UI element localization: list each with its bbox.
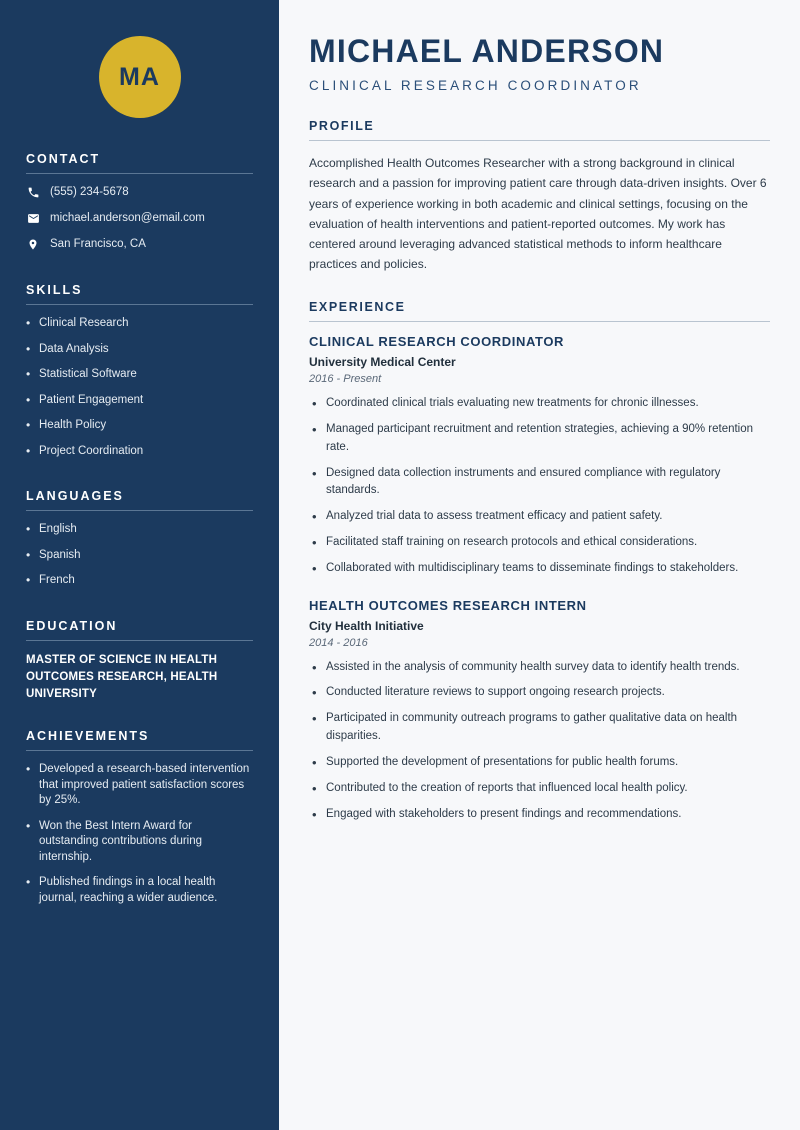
experience-section	[309, 300, 770, 823]
list-item: • Project Coordination	[26, 444, 253, 460]
job-subtitle: CLINICAL RESEARCH COORDINATOR	[309, 78, 642, 94]
languages-list	[26, 522, 253, 589]
main-content	[279, 0, 800, 1130]
location-icon	[26, 237, 40, 251]
experience-section-title: EXPERIENCE	[309, 300, 770, 322]
profile-section-title: PROFILE	[309, 119, 770, 141]
contact-email-value: michael.anderson@email.com	[50, 212, 205, 224]
job-bullets	[309, 659, 770, 824]
experience-entry	[309, 334, 770, 578]
achievements-section-title: ACHIEVEMENTS	[26, 729, 253, 751]
experience-entry	[309, 598, 770, 824]
job-company: University Medical Center	[309, 355, 456, 370]
spacer	[0, 599, 279, 619]
list-item: • Spanish	[26, 548, 253, 564]
skills-list	[26, 316, 253, 459]
list-item: • Supported the development of presentations for public health forums.	[309, 754, 770, 772]
list-item: • Analyzed trial data to assess treatment efficacy and patient safety.	[309, 508, 770, 526]
skills-section	[0, 283, 279, 459]
list-item: • Health Policy	[26, 418, 253, 434]
list-item: • Designed data collection instruments and ensured compliance with regulatory standards.	[309, 465, 770, 501]
avatar-container	[0, 0, 279, 152]
list-item: • Patient Engagement	[26, 393, 253, 409]
list-item: • Conducted literature reviews to support ongoing research projects.	[309, 684, 770, 702]
job-bullets	[309, 395, 770, 578]
list-item: • Developed a research-based intervention that improved patient satisfaction scores by 25%.	[26, 762, 253, 809]
list-item: • French	[26, 573, 253, 589]
achievements-list	[26, 762, 253, 906]
contact-phone-value: (555) 234-5678	[50, 186, 129, 198]
page-title: MICHAEL ANDERSON	[309, 33, 665, 69]
list-item: • Managed participant recruitment and retention strategies, achieving a 90% retention rate.	[309, 421, 770, 457]
contact-email[interactable]	[26, 211, 253, 225]
list-item: • Collaborated with multidisciplinary teams to disseminate findings to stakeholders.	[309, 560, 770, 578]
job-dates: 2016 - Present	[309, 373, 382, 386]
list-item: • Statistical Software	[26, 367, 253, 383]
spacer	[0, 263, 279, 283]
sidebar	[0, 0, 279, 1130]
contact-section	[0, 152, 279, 251]
contact-location-value: San Francisco, CA	[50, 238, 146, 250]
education-section	[0, 619, 279, 704]
skills-section-title: SKILLS	[26, 283, 253, 305]
contact-phone[interactable]	[26, 185, 253, 199]
list-item: • Won the Best Intern Award for outstanding contributions during internship.	[26, 819, 253, 866]
list-item: • Coordinated clinical trials evaluating new treatments for chronic illnesses.	[309, 395, 770, 413]
contact-location[interactable]	[26, 237, 253, 251]
job-role: HEALTH OUTCOMES RESEARCH INTERN	[309, 597, 587, 613]
contact-section-title: CONTACT	[26, 152, 253, 174]
list-item: • Participated in community outreach programs to gather qualitative data on health disparities.	[309, 710, 770, 746]
languages-section-title: LANGUAGES	[26, 489, 253, 511]
profile-text: Accomplished Health Outcomes Researcher with a strong background in clinical research and a passion for improving patient care through data-driven insights. Over 6 years of experience working in both academic and clinical settings, focusing on the evaluation of health interventions and patient-reported outcomes. My work has centered around leveraging advanced statistical methods to inform healthcare practices and policies.	[309, 156, 767, 271]
list-item: • Data Analysis	[26, 342, 253, 358]
list-item: • Clinical Research	[26, 316, 253, 332]
list-item: • Assisted in the analysis of community health survey data to identify health trends.	[309, 659, 770, 677]
list-item: • Published findings in a local health journal, reaching a wider audience.	[26, 875, 253, 906]
avatar: MA	[99, 36, 181, 118]
list-item: • Contributed to the creation of reports that influenced local health policy.	[309, 780, 770, 798]
list-item: • Engaged with stakeholders to present findings and recommendations.	[309, 806, 770, 824]
achievements-section	[0, 729, 279, 906]
job-company: City Health Initiative	[309, 618, 424, 633]
email-icon	[26, 211, 40, 225]
list-item: • Facilitated staff training on research protocols and ethical considerations.	[309, 534, 770, 552]
job-role: CLINICAL RESEARCH COORDINATOR	[309, 334, 565, 350]
list-item: • English	[26, 522, 253, 538]
languages-section	[0, 489, 279, 589]
job-dates: 2014 - 2016	[309, 636, 368, 649]
phone-icon	[26, 185, 40, 199]
profile-section	[309, 119, 770, 274]
spacer	[0, 709, 279, 729]
spacer	[0, 469, 279, 489]
education-entry: MASTER OF SCIENCE IN HEALTH OUTCOMES RESEARCH, HEALTH UNIVERSITY	[26, 653, 218, 701]
education-section-title: EDUCATION	[26, 619, 253, 641]
